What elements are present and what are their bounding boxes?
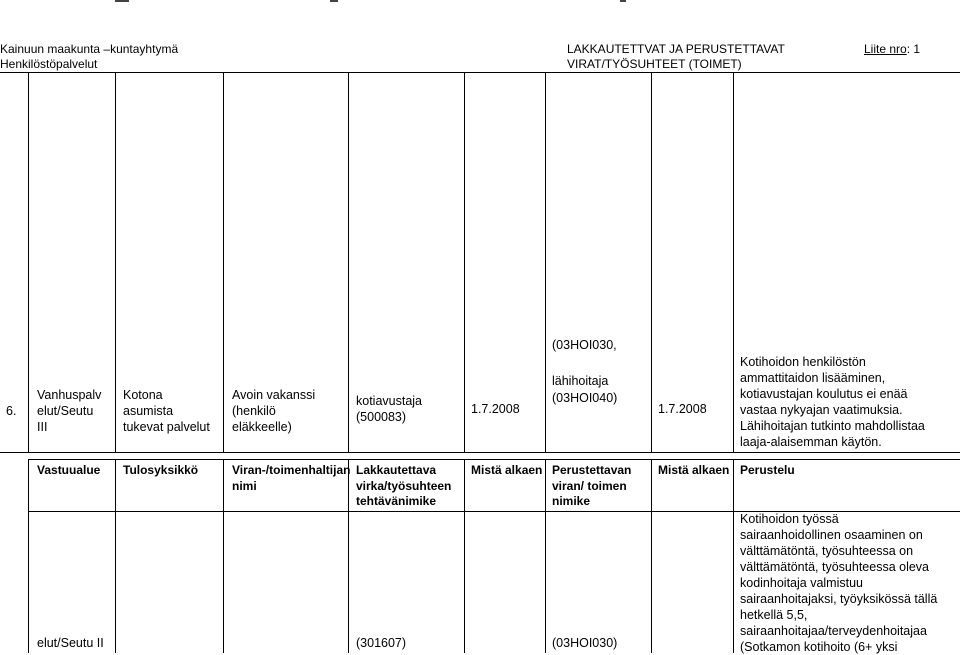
cell-line: Vanhuspalv	[37, 388, 102, 402]
cell-line: välttämätöntä, työsuhteessa oleva	[740, 560, 930, 574]
cell-line: (03HOI040)	[552, 391, 618, 405]
cell-line: välttämätöntä, työsuhteessa on	[740, 544, 914, 558]
cell-line: hetkellä 5,5,	[740, 608, 808, 622]
col-divider	[651, 459, 652, 653]
abolished-post-cell: (301607)	[356, 636, 407, 650]
header-row-top-border	[28, 459, 960, 460]
page-top-remnant-2	[330, 0, 338, 5]
reason-cell	[740, 354, 925, 450]
cell-line: sairaanhoidollinen osaaminen on	[740, 528, 923, 542]
header-line: nimi	[232, 478, 257, 493]
cell-line: kodinhoitaja valmistuu	[740, 576, 863, 590]
column-header-established-post	[552, 463, 631, 510]
col-divider	[223, 72, 224, 452]
cell-line: Kotihoidon henkilöstön	[740, 355, 866, 369]
document-title-line1: LAKKAUTETTVAT JA PERUSTETTAVAT	[567, 42, 785, 56]
col-divider	[545, 459, 546, 653]
col-divider	[28, 72, 29, 452]
column-header-holder-name	[232, 463, 350, 494]
cell-line: (Sotkamon kotihoito (6+ yksi	[740, 640, 898, 654]
cell-line: Avoin vakanssi	[232, 388, 316, 402]
established-from-date: 1.7.2008	[658, 402, 707, 416]
cell-line	[552, 354, 617, 373]
attachment-value: : 1	[906, 42, 921, 56]
cell-line: vastaa nykyajan vaatimuksia.	[740, 403, 903, 417]
cell-line: elut/Seutu	[37, 404, 94, 418]
cell-line: kotiavustajan koulutus ei enää	[740, 387, 908, 401]
cell-line: kotiavustaja	[356, 394, 423, 408]
col-divider	[115, 459, 116, 653]
header-line: tehtävänimike	[356, 494, 437, 508]
cell-line: (henkilö	[232, 404, 276, 418]
abolished-post-cell	[356, 393, 422, 425]
table-top-border	[0, 72, 960, 73]
department-name: Henkilöstöpalvelut	[0, 57, 98, 71]
cell-line: Lähihoitajan tutkinto mahdollistaa	[740, 419, 925, 433]
established-post-cell: (03HOI030)	[552, 636, 618, 650]
col-divider	[545, 72, 546, 452]
holder-name-cell	[232, 387, 315, 435]
header-line: Perustettavan	[552, 463, 632, 477]
col-divider	[28, 459, 29, 653]
col-divider	[223, 459, 224, 653]
col-divider	[464, 72, 465, 452]
col-divider	[651, 72, 652, 452]
column-header-from-date-2: Mistä alkaen	[658, 463, 730, 477]
cell-line: ammattitaidon lisääminen,	[740, 371, 886, 385]
established-post-cell	[552, 337, 617, 407]
cell-line: sairaanhoitajaa/terveydenhoitajaa	[740, 624, 927, 638]
attachment-number	[864, 42, 920, 57]
col-divider	[115, 72, 116, 452]
page-top-remnant-1	[115, 0, 129, 5]
column-header-result-unit: Tulosyksikkö	[123, 463, 199, 477]
row6-bottom-border	[0, 452, 960, 453]
column-header-responsibility-area: Vastuualue	[37, 463, 101, 477]
cell-line: (03HOI030,	[552, 338, 617, 352]
result-unit-cell	[123, 387, 210, 435]
header-line: Viran-/toimenhaltijan	[232, 463, 351, 477]
cell-line: (500083)	[356, 410, 407, 424]
header-line: virka/työsuhteen	[356, 478, 452, 493]
org-name: Kainuun maakunta –kuntayhtymä	[0, 42, 179, 56]
cell-line: lähihoitaja	[552, 374, 609, 388]
page-top-remnant-3	[620, 0, 626, 5]
header-line: viran/ toimen	[552, 478, 627, 493]
cell-line: Kotihoidon työssä	[740, 512, 839, 526]
cell-line: sairaanhoitajaksi, työyksikössä tällä	[740, 592, 938, 606]
header-line: Lakkautettava	[356, 463, 437, 477]
col-divider	[464, 459, 465, 653]
attachment-label: Liite nro	[864, 42, 907, 56]
document-title-line2: VIRAT/TYÖSUHTEET (TOIMET)	[567, 57, 742, 71]
col-divider	[733, 72, 734, 452]
col-divider	[348, 72, 349, 452]
row-number: 6.	[6, 404, 17, 418]
column-header-from-date: Mistä alkaen	[471, 463, 543, 477]
abolished-from-date: 1.7.2008	[471, 402, 520, 416]
column-header-reason: Perustelu	[740, 463, 795, 477]
reason-cell	[740, 511, 937, 655]
cell-line: III	[37, 420, 48, 434]
responsibility-area-cell	[37, 387, 101, 435]
column-header-abolished-post	[356, 463, 451, 510]
cell-line: asumista	[123, 404, 174, 418]
cell-line: laaja-alaisemman käytön.	[740, 435, 882, 449]
cell-line: Kotona	[123, 388, 163, 402]
responsibility-area-cell: elut/Seutu II	[37, 636, 104, 650]
cell-line: eläkkeelle)	[232, 420, 292, 434]
cell-line: tukevat palvelut	[123, 420, 210, 434]
header-line: nimike	[552, 494, 591, 508]
col-divider	[733, 459, 734, 653]
